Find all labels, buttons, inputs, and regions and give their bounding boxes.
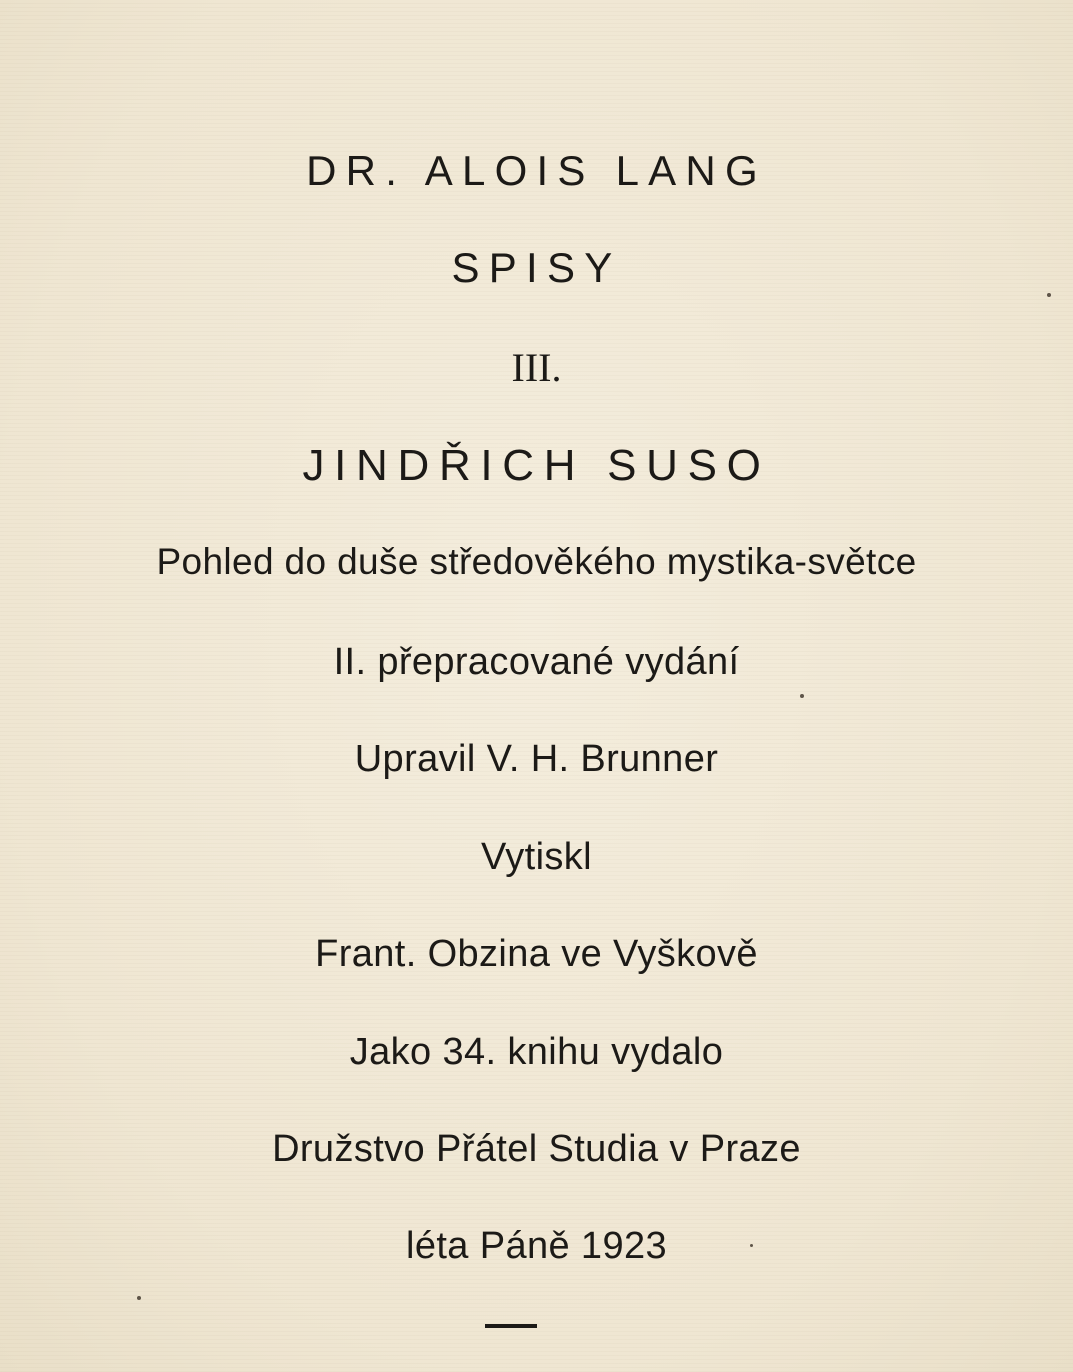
book-title: JINDŘICH SUSO bbox=[302, 441, 771, 490]
paper-speck bbox=[1047, 293, 1051, 297]
publication-year: léta Páně 1923 bbox=[406, 1225, 667, 1267]
paper-speck bbox=[137, 1296, 141, 1300]
issue-note: Jako 34. knihu vydalo bbox=[349, 1031, 724, 1073]
paper-speck bbox=[800, 694, 804, 698]
author-name: DR. ALOIS LANG bbox=[306, 147, 767, 194]
publisher-name: Družstvo Přátel Studia v Praze bbox=[272, 1128, 801, 1170]
book-subtitle: Pohled do duše středověkého mystika-světce bbox=[156, 541, 917, 582]
edition-note: II. přepracované vydání bbox=[333, 641, 740, 683]
printer-name: Frant. Obzina ve Vyškově bbox=[315, 933, 758, 975]
printed-label: Vytiskl bbox=[480, 836, 593, 878]
series-title: SPISY bbox=[451, 244, 622, 291]
closing-rule bbox=[485, 1324, 537, 1328]
paper-speck bbox=[750, 1244, 753, 1247]
editor-credit: Upravil V. H. Brunner bbox=[354, 738, 719, 780]
volume-number: III. bbox=[511, 345, 562, 390]
